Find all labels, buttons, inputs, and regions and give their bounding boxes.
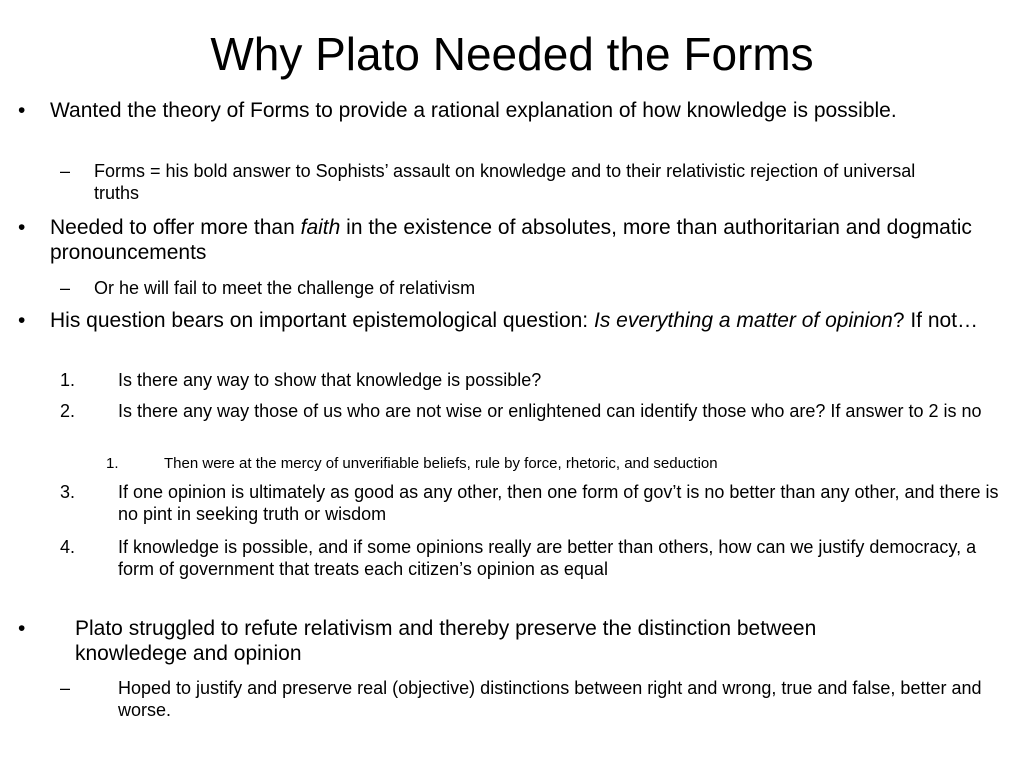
- numbered-text: Is there any way those of us who are not wise or enlightened can identify those who are? If answer to 2 is no: [118, 401, 982, 421]
- sub-bullet-text: Or he will fail to meet the challenge of relativism: [94, 278, 476, 298]
- bullet-marker: •: [18, 216, 26, 239]
- numbered-item: [60, 481, 1000, 525]
- dash-marker: –: [60, 678, 71, 698]
- bullet-text-part: Needed to offer more than: [50, 216, 301, 239]
- bullet-text: [50, 308, 998, 333]
- bullet-marker: •: [18, 617, 26, 640]
- bullet-item: [18, 98, 1018, 123]
- bullet-text: Wanted the theory of Forms to provide a rational explanation of how knowledge is possible.: [50, 99, 897, 122]
- sub-bullet-text: Forms = his bold answer to Sophists’ assault on knowledge and to their relativistic rejection of universal truths: [94, 161, 916, 203]
- bullet-item: [18, 308, 998, 333]
- number-marker: 1.: [106, 455, 119, 472]
- dash-marker: –: [60, 161, 71, 181]
- number-marker: 3.: [60, 482, 76, 502]
- bullet-text-part: in the existence of absolutes, more than authoritarian and dogmatic pronouncements: [50, 216, 972, 264]
- bullet-text: Plato struggled to refute relativism and thereby preserve the distinction between knowledege and opinion: [75, 617, 817, 665]
- bullet-text-part: His question bears on important epistemological question:: [50, 309, 594, 332]
- number-marker: 4.: [60, 537, 76, 557]
- bullet-marker: •: [18, 99, 26, 122]
- numbered-item: [60, 400, 1000, 422]
- sub-bullet-text: Hoped to justify and preserve real (objective) distinctions between right and wrong, true and false, better and worse.: [118, 678, 982, 720]
- number-marker: 1.: [60, 370, 76, 390]
- emphasis-text: Is everything a matter of opinion: [593, 309, 893, 332]
- number-marker: 2.: [60, 401, 76, 421]
- bullet-marker: •: [18, 309, 26, 332]
- sub-bullet-item: [60, 160, 960, 204]
- bullet-text: [50, 215, 1018, 265]
- numbered-text: If knowledge is possible, and if some opinions really are better than others, how can we justify democracy, a form of government that treats each citizen’s opinion as equal: [118, 537, 977, 579]
- numbered-item: [60, 369, 1000, 391]
- numbered-item: [60, 536, 1000, 580]
- sub-bullet-item: [60, 677, 1000, 721]
- bullet-text-part: ? If not…: [892, 309, 979, 332]
- emphasis-text: faith: [300, 216, 341, 239]
- bullet-item: [18, 215, 1018, 265]
- slide-title: Why Plato Needed the Forms: [210, 28, 814, 80]
- sub-bullet-item: [60, 277, 960, 299]
- numbered-text: Is there any way to show that knowledge is possible?: [118, 370, 542, 390]
- nested-numbered-text: Then were at the mercy of unverifiable beliefs, rule by force, rhetoric, and seduction: [164, 455, 718, 472]
- dash-marker: –: [60, 278, 71, 298]
- numbered-text: If one opinion is ultimately as good as any other, then one form of gov’t is no better than any other, and there is no pint in seeking truth or wisdom: [118, 482, 999, 524]
- bullet-item: [18, 616, 918, 666]
- nested-numbered-item: [106, 454, 966, 473]
